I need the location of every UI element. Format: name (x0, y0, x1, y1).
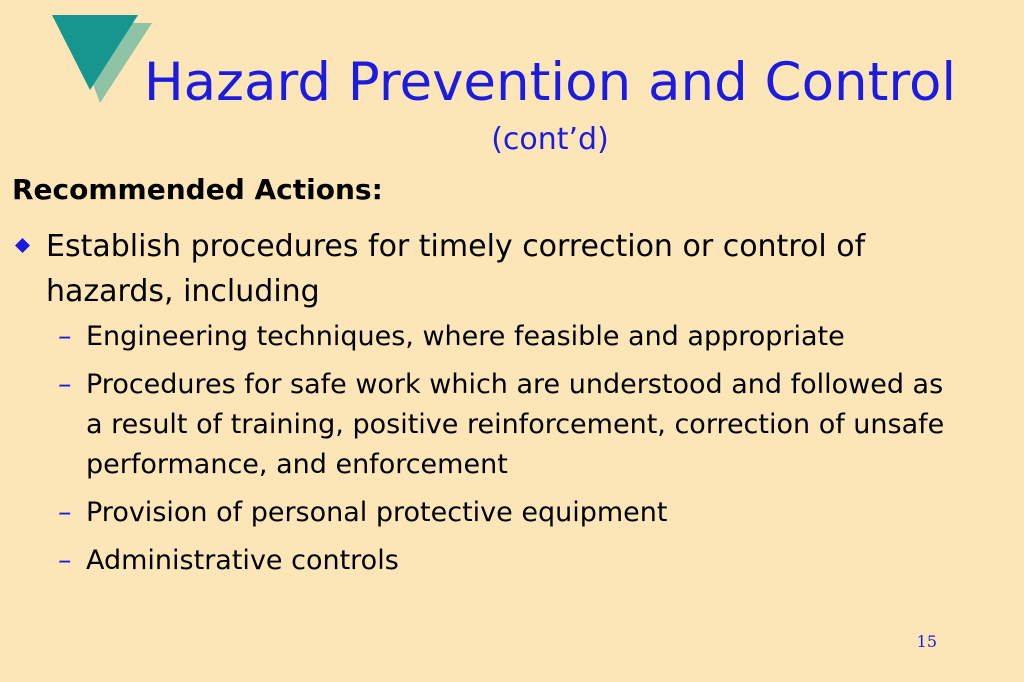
slide-subtitle: (cont’d) (491, 122, 609, 157)
sub-bullet-item (58, 493, 978, 533)
sub-bullet-item (58, 541, 978, 581)
sub-bullet-item (58, 317, 978, 357)
sub-bullet-text: Provision of personal protective equipment (86, 497, 668, 528)
diamond-bullet-icon (15, 238, 30, 253)
sub-bullet-text: Procedures for safe work which are understood and followed as a result of training, positive reinforcement, correction of unsafe performance, and enforcement (86, 369, 945, 480)
sub-bullet-text: Administrative controls (86, 545, 399, 576)
sub-bullet-item (58, 365, 978, 485)
slide-title: Hazard Prevention and Control (143, 52, 957, 113)
section-heading: Recommended Actions: (12, 173, 383, 206)
dash-bullet: – (58, 545, 72, 576)
dash-bullet: – (58, 497, 72, 528)
page-number: 15 (916, 632, 937, 651)
sub-bullet-text: Engineering techniques, where feasible and appropriate (86, 321, 845, 352)
main-bullet-text: Establish procedures for timely correction or control of hazards, including (46, 229, 866, 309)
dash-bullet: – (58, 321, 72, 352)
sub-bullet-list (58, 317, 978, 589)
dash-bullet: – (58, 369, 72, 400)
main-bullet (12, 224, 972, 314)
